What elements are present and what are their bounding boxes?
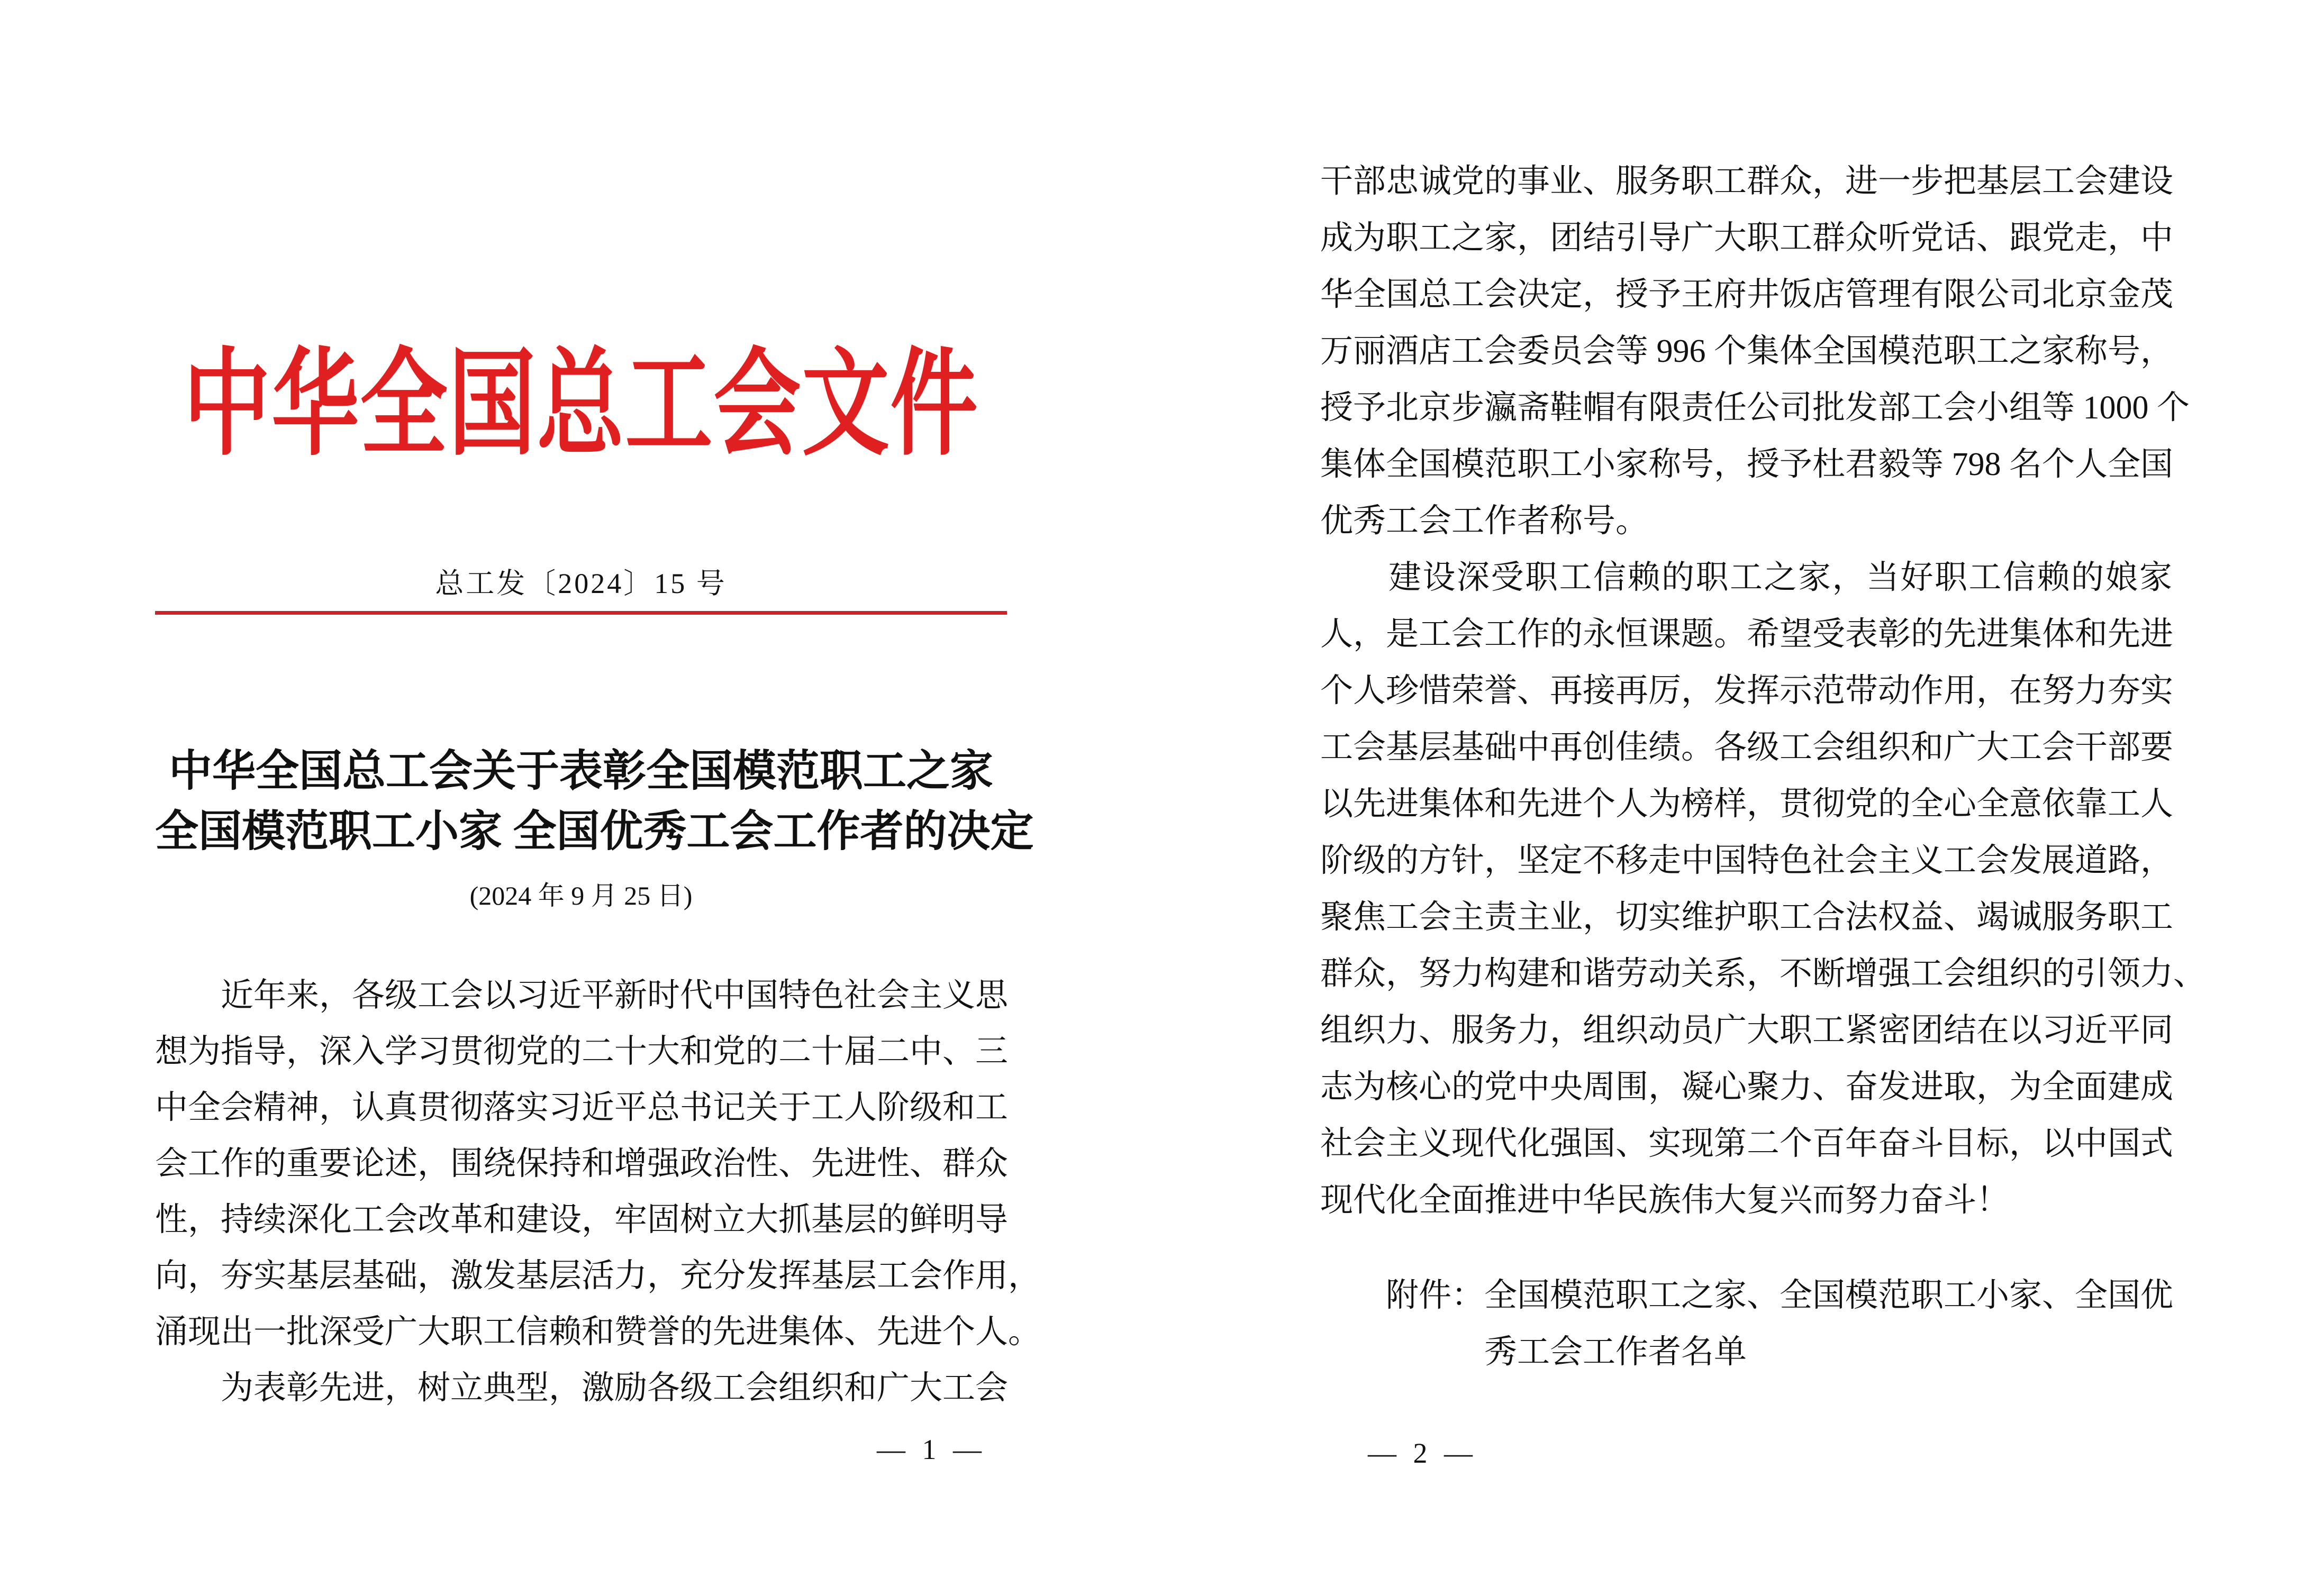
body-line: 万丽酒店工会委员会等 996 个集体全国模范职工之家称号，: [1320, 333, 2174, 369]
body-line: 向，夯实基层基础，激发基层活力，充分发挥基层工会作用，: [155, 1258, 1041, 1294]
body-line: 阶级的方针，坚定不移走中国特色社会主义工会发展道路，: [1320, 843, 2174, 879]
left-page-body: [155, 968, 1041, 1416]
body-line: 建设深受职工信赖的职工之家，当好职工信赖的娘家: [1320, 560, 2172, 596]
body-line: 华全国总工会决定，授予王府井饭店管理有限公司北京金茂: [1320, 277, 2174, 313]
document-number: 总工发〔2024〕15 号: [435, 568, 727, 599]
document-title-line-2: 全国模范职工小家 全国优秀工会工作者的决定: [155, 807, 1034, 855]
red-letterhead-title: [155, 315, 1007, 473]
attachment-line: 秀工会工作者名单: [1320, 1334, 1747, 1370]
body-line: 性，持续深化工会改革和建设，牢固树立大抓基层的鲜明导: [155, 1202, 1009, 1238]
body-line: 志为核心的党中央周围，凝心聚力、奋发进取，为全面建成: [1320, 1069, 2174, 1105]
body-line: 人，是工会工作的永恒课题。希望受表彰的先进集体和先进: [1320, 616, 2174, 652]
right-page-body: [1320, 153, 2207, 1229]
body-line: 想为指导，深入学习贯彻党的二十大和党的二十届二中、三: [155, 1034, 1009, 1070]
body-line: 会工作的重要论述，围绕保持和增强政治性、先进性、群众: [155, 1146, 1009, 1182]
body-line: 为表彰先进，树立典型，激励各级工会组织和广大工会: [155, 1370, 1009, 1406]
red-separator-rule: [155, 611, 1007, 615]
body-line: 近年来，各级工会以习近平新时代中国特色社会主义思: [155, 978, 1009, 1014]
page-number-1: — 1 —: [877, 1434, 982, 1465]
body-line: 社会主义现代化强国、实现第二个百年奋斗目标，以中国式: [1320, 1126, 2174, 1162]
body-line: 群众，努力构建和谐劳动关系，不断增强工会组织的引领力、: [1320, 956, 2207, 992]
body-line: 组织力、服务力，组织动员广大职工紧密团结在以习近平同: [1320, 1013, 2174, 1048]
body-line: 成为职工之家，团结引导广大职工群众听党话、跟党走，中: [1320, 220, 2174, 256]
document-title-line-1: 中华全国总工会关于表彰全国模范职工之家: [168, 747, 993, 795]
body-line: 以先进集体和先进个人为榜样，贯彻党的全心全意依靠工人: [1320, 786, 2174, 822]
body-line: 涌现出一批深受广大职工信赖和赞誉的先进集体、先进个人。: [155, 1314, 1041, 1350]
document-date: (2024 年 9 月 25 日): [469, 881, 693, 910]
body-line: 集体全国模范职工小家称号，授予杜君毅等 798 名个人全国: [1320, 446, 2174, 482]
body-line: 授予北京步瀛斋鞋帽有限责任公司批发部工会小组等 1000 个: [1320, 390, 2190, 426]
body-line: 优秀工会工作者称号。: [1320, 503, 1649, 539]
body-line: 个人珍惜荣誉、再接再厉，发挥示范带动作用，在努力夯实: [1320, 673, 2174, 709]
letterhead-text: 中华全国总工会文件: [183, 340, 979, 469]
page-number-2: — 2 —: [1368, 1437, 1473, 1469]
body-line: 工会基层基础中再创佳绩。各级工会组织和广大工会干部要: [1320, 729, 2174, 765]
body-line: 干部忠诚党的事业、服务职工群众，进一步把基层工会建设: [1320, 163, 2174, 199]
attachment-note: [1320, 1267, 2172, 1381]
body-line: 现代化全面推进中华民族伟大复兴而努力奋斗！: [1320, 1182, 2010, 1218]
body-line: 中全会精神，认真贯彻落实习近平总书记关于工人阶级和工: [155, 1090, 1009, 1126]
attachment-line: 附件：全国模范职工之家、全国模范职工小家、全国优: [1320, 1278, 2174, 1314]
body-line: 聚焦工会主责主业，切实维护职工合法权益、竭诚服务职工: [1320, 899, 2174, 935]
